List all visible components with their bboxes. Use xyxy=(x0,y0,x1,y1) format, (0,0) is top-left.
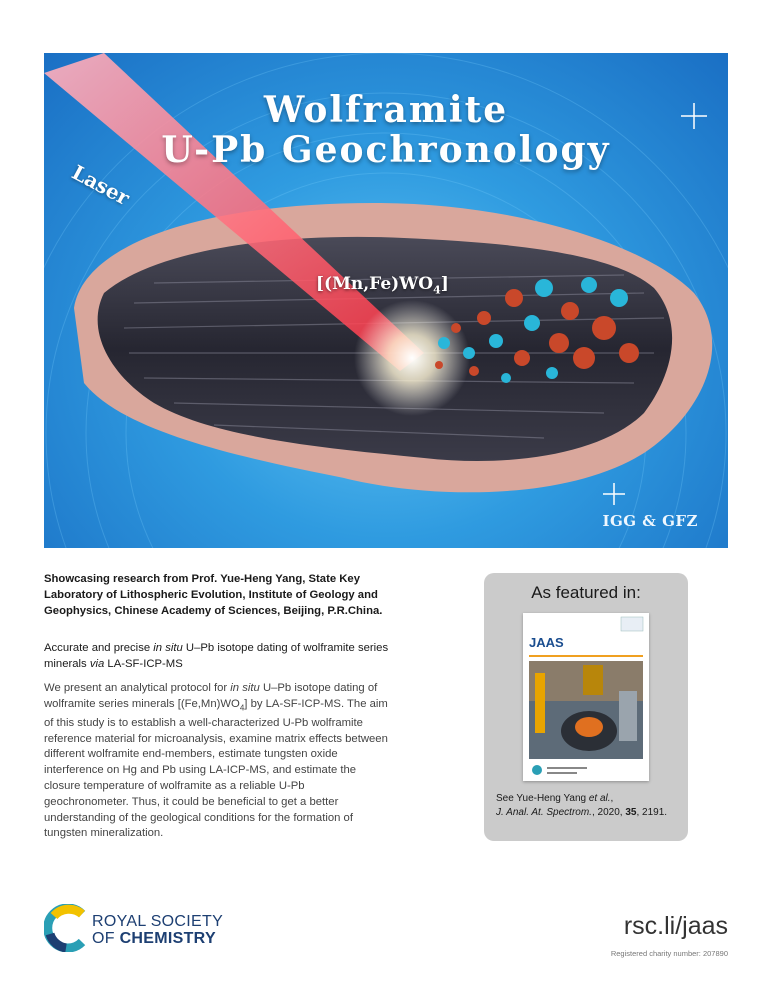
mineral-formula xyxy=(316,274,449,296)
article-title-italic: via xyxy=(89,658,105,670)
summary-subscript: 4 xyxy=(239,703,245,713)
featured-in-box xyxy=(484,573,688,841)
summary-part: ] by LA-SF-ICP-MS. The aim of this study is to establish a well-characterized U-Pb wolframite reference material for microanalysis, examine matrix effects between different wolframite end-members, estimate tungsten oxide interference on Hg and Pb using LA-ICP-MS, and estimate the closure temperature of wolframite as a reliable U-Pb geochronometer. Thus, it could be beneficial to get a better understanding of the geological conditions for the formation of tungsten mineralization. xyxy=(44,697,388,840)
research-heading: Showcasing research from Prof. Yue-Heng Yang, State Key Laboratory of Lithospheric Evolution, Institute of Geology and Geophysics, Chinese Academy of Sciences, Beijing, P.R.China. xyxy=(44,573,383,617)
article-summary xyxy=(44,681,392,842)
charity-number: Registered charity number: 207890 xyxy=(610,949,728,958)
citation xyxy=(496,792,686,820)
article-title-part: U–Pb isotope dating of wolframite series minerals xyxy=(44,642,389,670)
journal-name: JAAS xyxy=(529,635,564,650)
ablation-glow-shape xyxy=(354,300,470,416)
formula-subscript: 4 xyxy=(433,283,441,297)
journal-cover-thumbnail[interactable] xyxy=(523,613,649,781)
rsc-wordmark-line1: ROYAL SOCIETY xyxy=(92,913,224,930)
citation-etal: et al. xyxy=(588,793,611,804)
rsc-wordmark-line2 xyxy=(92,930,223,947)
article-title-part: LA-SF-ICP-MS xyxy=(104,658,183,670)
rsc-wordmark xyxy=(92,913,223,947)
article-title-italic: in situ xyxy=(153,642,183,654)
citation-part: , xyxy=(610,793,614,804)
rsc-wordmark-prefix: OF xyxy=(92,930,120,947)
cover-title-line1: Wolframite xyxy=(263,89,509,131)
summary-part: We present an analytical protocol for xyxy=(44,682,231,694)
citation-part: , 2191. xyxy=(636,807,668,818)
cover-image xyxy=(44,53,728,548)
cover-title-line2: U-Pb Geochronology xyxy=(161,129,611,171)
citation-volume: 35 xyxy=(625,807,637,818)
journal-url-link[interactable]: rsc.li/jaas xyxy=(623,912,728,940)
featured-title: As featured in: xyxy=(531,583,641,602)
citation-part: See Yue-Heng Yang xyxy=(496,793,589,804)
summary-part: U–Pb isotope dating of wolframite series minerals [(Fe,Mn)WO xyxy=(44,682,378,710)
laser-label: Laser xyxy=(67,159,134,211)
article-title xyxy=(44,640,404,672)
rsc-wordmark-bold: CHEMISTRY xyxy=(119,930,216,947)
formula-close: ] xyxy=(440,274,449,294)
rsc-logo-icon xyxy=(44,904,88,952)
summary-italic: in situ xyxy=(230,682,260,694)
citation-journal: J. Anal. At. Spectrom. xyxy=(496,807,592,818)
formula-main: [(Mn,Fe)WO xyxy=(316,274,434,294)
citation-part: , 2020, xyxy=(591,807,626,818)
cover-credit: IGG & GFZ xyxy=(602,512,698,530)
article-title-part: Accurate and precise xyxy=(44,642,154,654)
